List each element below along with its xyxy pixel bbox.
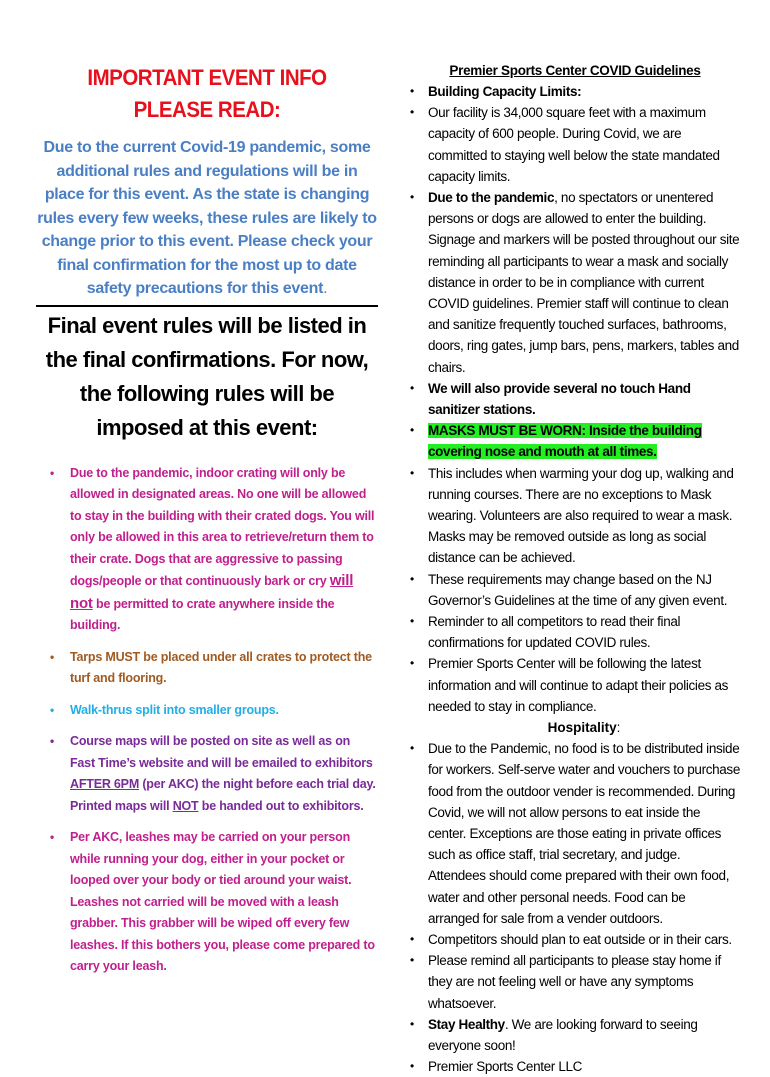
rule-text: Course maps will be posted on site as well as on Fast Time’s website and will be emailed to exhibitors	[70, 734, 373, 770]
bullet-icon: •	[410, 423, 414, 438]
bullet-icon: •	[50, 734, 55, 748]
rule-emphasis: will not	[70, 572, 354, 612]
list-item	[410, 81, 740, 102]
bullet-icon: •	[410, 84, 414, 98]
list-item	[36, 463, 378, 637]
rule-emphasis: NOT	[172, 798, 199, 813]
list-item	[36, 700, 378, 722]
bullet-icon: •	[410, 380, 414, 395]
rule-text: Due to the pandemic, indoor crating will only be allowed in designated areas. No one will be allowed to stay in the building with their crated dogs. You will only be allowed in this area to retrieve/return them to their crate. Dogs that are aggressive to passing dogs/people or that continuously bark or cry	[70, 465, 375, 588]
hospitality-label: Hospitality	[547, 720, 617, 736]
hospitality-heading	[410, 717, 740, 738]
item-text: Premier Sports Center will be following the latest information and will continue to adapt their policies as needed to stay in compliance.	[428, 656, 729, 714]
bullet-icon: •	[50, 702, 55, 717]
bullet-icon: •	[410, 571, 414, 586]
item-text: Our facility is 34,000 square feet with a maximum capacity of 600 people. During Covid, we are committed to staying well below the state mandated capacity limits.	[428, 105, 720, 184]
bullet-icon: •	[410, 190, 414, 205]
item-text: , no spectators or unentered persons or dogs are allowed to enter the building. Signage and markers will be posted throughout our site reminding all participants to wear a mask and socially distance in order to be in compliance with current COVID guidelines. Premier staff will continue to clean and sanitize frequently touched surfaces, bathrooms, doors, ring gates, jump bars, pens, markers, tables and chairs.	[428, 190, 740, 375]
hospitality-colon: :	[616, 720, 621, 736]
divider	[36, 305, 378, 307]
guidelines-list	[410, 81, 740, 717]
item-text: Due to the Pandemic, no food is to be distributed inside for workers. Self-serve water and vouchers to purchase food from the outdoor vender is recommended. During Covid, we will not allow persons to eat inside the center. Exceptions are those eating in private offices such as office staff, trial secretary, and judge. Attendees should come prepared with their own food, water and other personal needs. Food can be arranged for sale from a vender outdoors.	[428, 741, 740, 926]
list-item	[410, 569, 740, 611]
list-item	[410, 653, 740, 717]
bullet-icon: •	[410, 931, 414, 946]
right-column	[410, 60, 740, 1077]
list-item	[410, 929, 740, 950]
rules-list	[36, 463, 378, 978]
rule-text: Per AKC, leashes may be carried on your person while running your dog, either in your pocket or looped over your body or tied around your waist. Leashes not carried will be moved with a leash grabber. This grabber will be wiped off every few leashes. If this bothers you, please come prepared to carry your leash.	[70, 830, 375, 973]
list-item	[36, 731, 378, 817]
item-text: Please remind all participants to please stay home if they are not feeling well or have any symptoms whatsoever.	[428, 953, 721, 1011]
intro-body: Due to the current Covid-19 pandemic, some additional rules and regulations will be in place for this event. As the state is changing rules every few weeks, these rules are likely to change prior to this event. Please check your final confirmation for the most up to date safety precautions for this event	[37, 139, 377, 297]
rule-text: Walk-thrus split into smaller groups.	[70, 702, 279, 717]
bullet-icon: •	[50, 649, 55, 664]
bullet-icon: •	[50, 830, 55, 844]
item-text: Reminder to all competitors to read their final confirmations for updated COVID rules.	[428, 614, 681, 651]
bullet-icon: •	[50, 465, 55, 480]
bullet-icon: •	[410, 741, 414, 756]
item-text: Premier Sports Center LLC	[428, 1059, 583, 1075]
bullet-icon: •	[410, 953, 414, 968]
bullet-icon: •	[410, 614, 414, 629]
final-rules-heading: Final event rules will be listed in the final confirmations. For now, the following rules will be imposed at this event:	[45, 312, 369, 440]
list-item	[36, 827, 378, 978]
item-text: Building Capacity Limits:	[428, 84, 582, 99]
bullet-icon: •	[410, 1016, 414, 1031]
item-text: We will also provide several no touch Hand sanitizer stations.	[428, 380, 691, 418]
list-item	[410, 378, 740, 420]
item-emphasis: Due to the pandemic	[428, 190, 555, 206]
item-text: This includes when warming your dog up, walking and running courses. There are no exceptions to Mask wearing. Volunteers are also required to wear a mask. Masks may be removed outside as long as social distance can be achieved.	[428, 465, 734, 566]
item-text: . We are looking forward to seeing everyone soon!	[428, 1016, 698, 1053]
list-item	[410, 738, 740, 929]
intro-end: .	[323, 280, 328, 297]
list-item	[410, 950, 740, 1014]
list-item	[410, 463, 740, 569]
item-emphasis: Stay Healthy	[428, 1016, 505, 1032]
item-text: Competitors should plan to eat outside or in their cars.	[428, 931, 732, 947]
item-text: These requirements may change based on the NJ Governor’s Guidelines at the time of any given event.	[428, 571, 728, 608]
mask-highlight: MASKS MUST BE WORN: Inside the building covering nose and mouth at all times.	[428, 423, 702, 460]
list-item	[410, 420, 740, 462]
rule-text: Tarps MUST be placed under all crates to protect the turf and flooring.	[70, 649, 372, 685]
list-item	[410, 611, 740, 653]
bullet-icon: •	[410, 1059, 414, 1074]
list-item	[410, 102, 740, 187]
list-item	[410, 1056, 740, 1077]
left-column	[36, 62, 378, 988]
bullet-icon: •	[410, 105, 414, 120]
guidelines-title: Premier Sports Center COVID Guidelines	[449, 63, 701, 78]
rule-text: be permitted to crate anywhere inside the building.	[70, 596, 335, 632]
intro-text	[36, 136, 378, 301]
bullet-icon: •	[410, 656, 414, 671]
list-item	[410, 1014, 740, 1056]
list-item	[36, 647, 378, 690]
headline: IMPORTANT EVENT INFO PLEASE READ:	[87, 65, 327, 122]
rule-text: be handed out to exhibitors.	[198, 798, 364, 813]
hospitality-list	[410, 738, 740, 1077]
rule-text: (per AKC) the night before each trial day. Printed maps will	[70, 777, 376, 813]
list-item	[410, 187, 740, 378]
bullet-icon: •	[410, 465, 414, 480]
rule-emphasis: AFTER 6PM	[70, 777, 140, 791]
